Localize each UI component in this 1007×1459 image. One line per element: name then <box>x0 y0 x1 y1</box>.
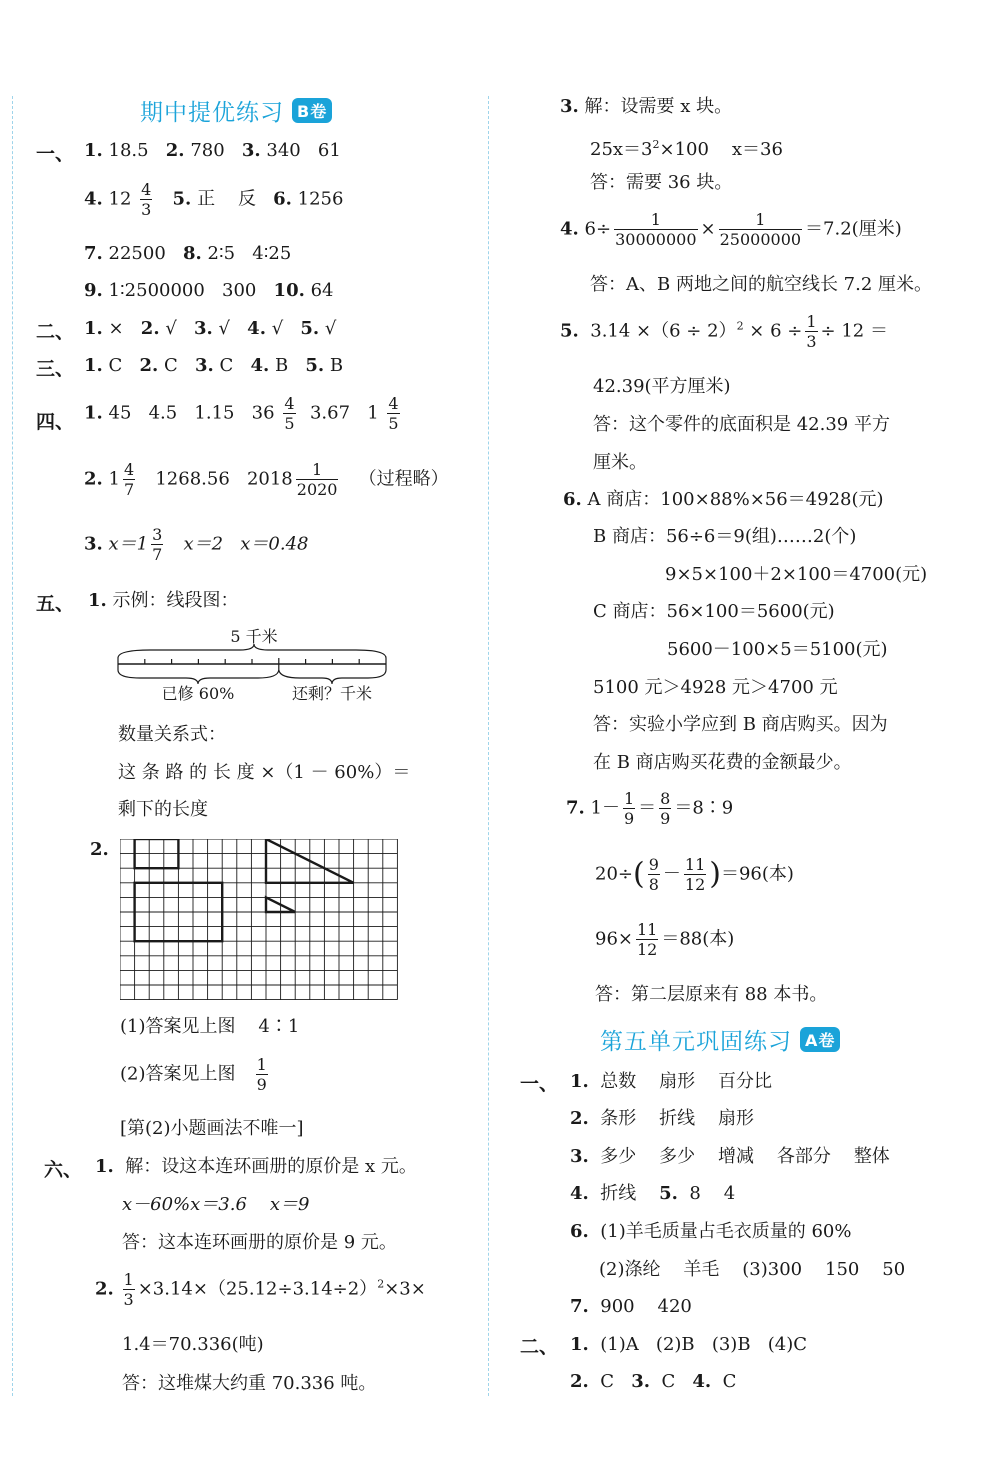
grid-drawing <box>120 839 400 1003</box>
fraction: $\frac{1}{25000000}$ <box>719 210 802 249</box>
fraction: $\frac{4}{5}$ <box>284 394 295 433</box>
section-title-unit-5: 第五单元巩固练习 A卷 <box>600 1023 840 1056</box>
answer-row: 2. 1 $\frac{4}{7}$ 1268.56 2018 $\frac{1}{2020}$ （过程略） <box>84 460 449 499</box>
fraction: $\frac{1}{9}$ <box>256 1055 267 1094</box>
bottom-brace-done <box>118 670 279 684</box>
question-5: 5. $3.14 \times(6 \div 2)^2 \times 6$ ÷ $\frac{1}{3}$ ÷ 12 ＝ <box>560 312 888 351</box>
answer: 答：这本连环画册的原价是 9 元。 <box>122 1232 397 1253</box>
calc: 5600－100×5＝5100(元) <box>667 639 888 660</box>
part-4-label: 四、 <box>36 411 75 433</box>
answer-row: 1. C 2. C 3. C 4. B 5. B <box>84 355 344 376</box>
part-6-label: 六、 <box>44 1159 83 1181</box>
calc: B 商店：56÷6＝9(组)……2(个) <box>593 526 857 547</box>
question-7: 7. 1－ $\frac{1}{9}$ ＝ $\frac{8}{9}$ ＝8∶9 <box>566 789 734 828</box>
answer: 答：实验小学应到 B 商店购买。因为 <box>593 714 888 735</box>
calc: 9×5×100＋2×100＝4700(元) <box>665 564 928 585</box>
equation: 1.4＝70.336(吨) <box>122 1334 264 1355</box>
question-1: 1. 示例：线段图： <box>88 590 239 611</box>
answer-row: 1. 总数 扇形 百分比 <box>570 1071 773 1092</box>
answer: 答：这个零件的底面积是 42.39 平方 <box>593 414 890 435</box>
part-1-label: 一、 <box>520 1073 559 1095</box>
answer: 答：这堆煤大约重 70.336 吨。 <box>122 1373 377 1394</box>
segment-total-label: 5 千米 <box>230 627 278 646</box>
line-segment-diagram <box>110 622 400 708</box>
calc: 96× $\frac{11}{12}$ ＝88(本) <box>595 920 735 959</box>
segment-done-label: 已修 60% <box>161 684 235 703</box>
question-3: 3. 解：设需要 x 块。 <box>560 96 733 117</box>
answer-row: 1. × 2. √ 3. √ 4. √ 5. √ <box>84 318 337 339</box>
fraction: $\frac{4}{7}$ <box>123 460 135 499</box>
top-brace <box>118 644 386 658</box>
grid-lines <box>120 839 397 1000</box>
answer-row: 4. 折线 5. 8 4 <box>570 1183 736 1204</box>
equation: 42.39(平方厘米) <box>593 376 731 397</box>
answer-row: 1. 18.5 2. 780 3. 340 61 <box>84 140 341 161</box>
answer-row: 3. x＝1 $\frac{3}{7}$ x＝2 x＝0.48 <box>84 525 309 564</box>
fraction: $\frac{8}{9}$ <box>660 789 671 828</box>
question-6: 6. A 商店：100×88%×56＝4928(元) <box>563 489 884 510</box>
fraction: $\frac{1}{2020}$ <box>296 460 338 499</box>
answer-row: 7. 900 420 <box>570 1296 692 1317</box>
note: [第(2)小题画法不唯一] <box>120 1118 304 1139</box>
part-2-label: 二、 <box>36 321 75 343</box>
answer-row: 9. 1∶2500000 300 10. 64 <box>84 280 334 301</box>
fraction: $\frac{1}{3}$ <box>806 312 817 351</box>
relation-title: 数量关系式： <box>118 724 226 745</box>
answer: 答：需要 36 块。 <box>590 172 733 193</box>
fraction: $\frac{1}{9}$ <box>623 789 635 828</box>
equation: $25x=3^2\times 100$ x＝36 <box>590 138 783 160</box>
fraction: $\frac{11}{12}$ <box>637 920 658 959</box>
fraction: $\frac{1}{3}$ <box>123 1270 134 1309</box>
left-margin-rule <box>12 96 13 1396</box>
fraction: $\frac{11}{12}$ <box>684 855 706 894</box>
fraction: $\frac{3}{7}$ <box>152 525 163 564</box>
bottom-brace-left <box>279 670 386 684</box>
fraction: $\frac{4}{3}$ <box>141 180 152 219</box>
answer-2-1: (1)答案见上图 4∶1 <box>120 1016 300 1037</box>
section-title-midterm: 期中提优练习 B卷 <box>140 94 332 127</box>
part-5-label: 五、 <box>36 593 75 615</box>
relation-line-1: 这 条 路 的 长 度 ×（1 － 60%）＝ <box>118 762 411 783</box>
column-divider <box>488 96 489 1396</box>
part-2-label: 二、 <box>520 1336 559 1358</box>
fraction: $\frac{1}{30000000}$ <box>615 210 697 249</box>
question-1: 1. 解：设这本连环画册的原价是 x 元。 <box>95 1156 417 1177</box>
badge-b: B卷 <box>292 98 332 123</box>
part-1-label: 一、 <box>36 143 75 165</box>
fraction: $\frac{4}{5}$ <box>388 394 399 433</box>
answer-row: 2. 条形 折线 扇形 <box>570 1108 755 1129</box>
answer-row: 6. (1)羊毛质量占毛衣质量的 60% <box>570 1221 852 1242</box>
question-2-number: 2. <box>90 839 109 860</box>
part-3-label: 三、 <box>36 358 75 380</box>
answer-2-2: (2)答案见上图 $\frac{1}{9}$ <box>120 1055 267 1094</box>
answer: 厘米。 <box>593 452 647 473</box>
fraction: $\frac{9}{8}$ <box>648 855 659 894</box>
answer-row: 1. 45 4.5 1.15 36 $\frac{4}{5}$ 3.67 1 $\frac{4}{5}$ <box>84 394 399 433</box>
answer: 在 B 商店购买花费的金额最少。 <box>593 752 852 773</box>
answer-row: 2. C 3. C 4. C <box>570 1371 737 1392</box>
calc: C 商店：56×100＝5600(元) <box>593 601 835 622</box>
answer-row: 4. 12 $\frac{4}{3}$ 5. 正 反 6. 1256 <box>84 180 344 219</box>
question-4: 4. 6÷ $\frac{1}{30000000}$ × $\frac{1}{25000000}$ ＝7.2(厘米) <box>560 210 902 249</box>
calc: 5100 元＞4928 元＞4700 元 <box>593 677 838 698</box>
calc: 20÷( $\frac{9}{8}$ － $\frac{11}{12}$ )＝96(本) <box>595 855 794 894</box>
segment-left-label: 还剩？千米 <box>291 684 373 703</box>
answer-row: 1. (1)A (2)B (3)B (4)C <box>570 1334 808 1355</box>
question-2: 2. $\frac{1}{3}$ $\times 3.14\times(25.12\div 3.14\div 2)^2\times 3\times$ <box>95 1270 426 1309</box>
answer: 答：A、B 两地之间的航空线长 7.2 厘米。 <box>590 274 933 295</box>
answer: 答：第二层原来有 88 本书。 <box>595 984 828 1005</box>
equation: x－60%x＝3.6 x＝9 <box>122 1194 310 1215</box>
answer-row: (2)涤纶 羊毛 (3)300 150 50 <box>599 1259 906 1280</box>
answer-row: 3. 多少 多少 增减 各部分 整体 <box>570 1146 890 1167</box>
answer-row: 7. 22500 8. 2∶5 4∶25 <box>84 243 292 264</box>
badge-a: A卷 <box>800 1027 840 1052</box>
relation-line-2: 剩下的长度 <box>118 799 208 820</box>
